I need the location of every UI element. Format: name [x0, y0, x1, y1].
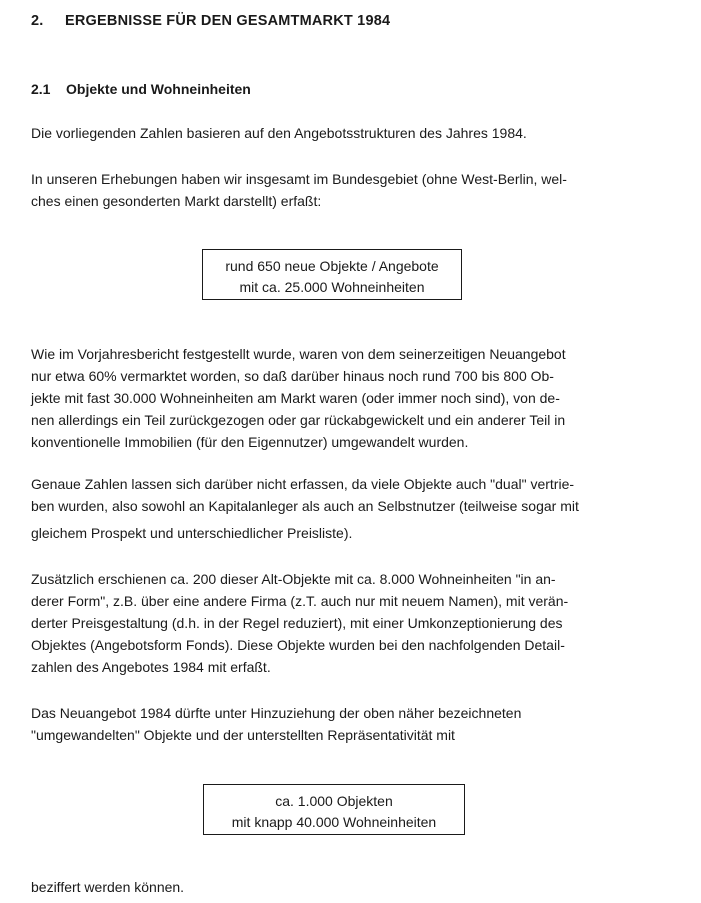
paragraph-previous-report — [31, 343, 631, 453]
section-number: 2. — [31, 13, 44, 29]
text-line: ben wurden, also sowohl an Kapitalanleger als auch an Selbstnutzer (teilweise sogar mit — [31, 498, 579, 514]
text-line: ches einen gesonderten Markt darstellt) erfaßt: — [31, 193, 322, 209]
paragraph-intro — [31, 122, 631, 144]
text-line: Die vorliegenden Zahlen basieren auf den Angebotsstrukturen des Jahres 1984. — [31, 125, 527, 141]
subsection-heading — [31, 81, 251, 97]
text-line: konventionelle Immobilien (für den Eigennutzer) umgewandelt wurden. — [31, 434, 469, 450]
text-line: Objektes (Angebotsform Fonds). Diese Objekte wurden bei den nachfolgenden Detail- — [31, 637, 565, 653]
section-title: ERGEBNISSE FÜR DEN GESAMTMARKT 1984 — [65, 13, 391, 29]
box-line: rund 650 neue Objekte / Angebote — [225, 258, 439, 274]
paragraph-new-offer — [31, 702, 631, 746]
text-line: nur etwa 60% vermarktet worden, so daß darüber hinaus noch rund 700 bis 800 Ob- — [31, 368, 554, 384]
text-line: In unseren Erhebungen haben wir insgesamt im Bundesgebiet (ohne West-Berlin, wel- — [31, 171, 567, 187]
text-line: zahlen des Angebotes 1984 mit erfaßt. — [31, 659, 271, 675]
text-line: Genaue Zahlen lassen sich darüber nicht erfassen, da viele Objekte auch "dual" vertrie- — [31, 476, 575, 492]
text-line: beziffert werden können. — [31, 879, 185, 895]
subsection-title: Objekte und Wohneinheiten — [66, 81, 251, 97]
summary-box-offers — [202, 249, 462, 300]
paragraph-survey — [31, 168, 631, 212]
text-line: derer Form", z.B. über eine andere Firma (z.T. auch nur mit neuem Namen), mit verän- — [31, 593, 569, 609]
text-line: Zusätzlich erschienen ca. 200 dieser Alt-Objekte mit ca. 8.000 Wohneinheiten "in an- — [31, 571, 556, 587]
text-line: nen allerdings ein Teil zurückgezogen oder gar rückabgewickelt und ein anderer Teil in — [31, 412, 566, 428]
summary-box-total — [203, 784, 465, 835]
subsection-number: 2.1 — [31, 81, 51, 97]
paragraph-closing — [31, 876, 631, 898]
box-line: mit knapp 40.000 Wohneinheiten — [231, 814, 437, 830]
paragraph-dual-sales — [31, 473, 631, 544]
text-line: Das Neuangebot 1984 dürfte unter Hinzuziehung der oben näher bezeichneten — [31, 705, 522, 721]
box-line: ca. 1.000 Objekten — [275, 793, 393, 809]
text-line: jekte mit fast 30.000 Wohneinheiten am Markt waren (oder immer noch sind), von de- — [31, 390, 560, 406]
text-line: Wie im Vorjahresbericht festgestellt wurde, waren von dem seinerzeitigen Neuangebot — [31, 346, 566, 362]
box-line: mit ca. 25.000 Wohneinheiten — [239, 279, 425, 295]
text-line: derter Preisgestaltung (d.h. in der Regel reduziert), mit einer Umkonzeptionierung des — [31, 615, 563, 631]
text-line: gleichem Prospekt und unterschiedlicher Preisliste). — [31, 525, 353, 541]
paragraph-old-objects — [31, 568, 631, 678]
text-line: "umgewandelten" Objekte und der unterstellten Repräsentativität mit — [31, 727, 455, 743]
section-heading — [31, 13, 390, 29]
